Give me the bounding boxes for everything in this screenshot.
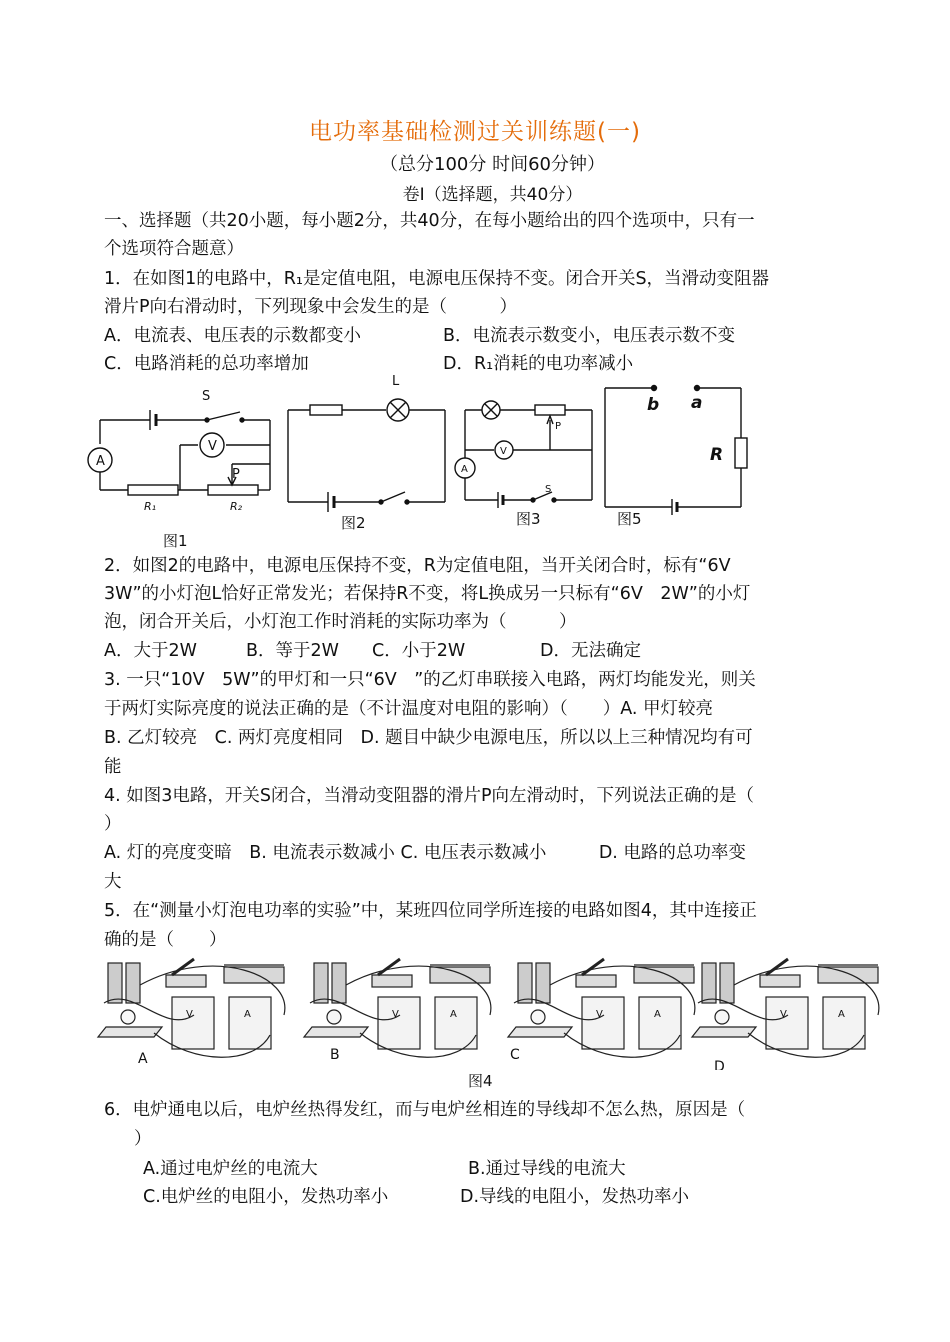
figure-5-circuit: [605, 386, 747, 516]
figure-3-circuit: [455, 401, 592, 508]
fig3-label-s: S: [545, 484, 552, 495]
figure-4-apparatus: [94, 955, 944, 1070]
volume-heading: 卷Ⅰ（选择题，共40分）: [402, 185, 583, 205]
fig2-label-l: L: [392, 374, 400, 389]
svg-text:A: A: [838, 1009, 845, 1020]
fig5-label-r: R: [710, 445, 724, 465]
fig3-label-v: V: [500, 446, 507, 457]
svg-text:V: V: [186, 1009, 193, 1020]
fig1-label-p: P: [232, 467, 240, 482]
fig1-label-s: S: [202, 389, 211, 404]
figure-2-circuit: [288, 399, 445, 512]
question-4-line3: A. 灯的亮度变暗 B. 电流表示数减小 C. 电压表示数减小 D. 电路的总功率变: [104, 843, 746, 863]
question-2-option-b: B．等于2W: [246, 641, 339, 661]
question-4-line4: 大: [104, 872, 122, 892]
question-6-line2: ）: [134, 1129, 152, 1149]
apparatus-b-label: B: [330, 1047, 340, 1063]
question-1-option-a: A．电流表、电压表的示数都变小: [104, 326, 361, 346]
question-2-option-d: D．无法确定: [540, 641, 641, 661]
fig1-label-a: A: [96, 454, 105, 469]
fig5-label-a: a: [691, 393, 703, 413]
figure-1-caption: 图1: [163, 532, 188, 550]
svg-text:V: V: [392, 1009, 399, 1020]
svg-text:A: A: [654, 1009, 661, 1020]
fig1-label-v: V: [208, 439, 217, 454]
fig3-label-a: A: [461, 464, 468, 475]
apparatus-a-label: A: [138, 1051, 148, 1067]
page-title: 电功率基础检测过关训练题(一): [309, 119, 641, 145]
question-5-line2: 确的是（ ）: [104, 930, 227, 950]
question-1-line1: 1．在如图1的电路中，R₁是定值电阻，电源电压保持不变。闭合开关S，当滑动变阻器: [104, 269, 770, 289]
question-6-option-a: A.通过电炉丝的电流大: [143, 1159, 318, 1179]
figure-5-caption: 图5: [617, 510, 642, 528]
question-6-line1: 6．电炉通电以后，电炉丝热得发红，而与电炉丝相连的导线却不怎么热，原因是（: [104, 1100, 746, 1120]
question-3-line2: 于两灯实际亮度的说法正确的是（不计温度对电阻的影响）（ ）A. 甲灯较亮: [104, 699, 714, 719]
figure-1-circuit: [88, 410, 270, 495]
question-4-line1: 4. 如图3电路，开关S闭合，当滑动变阻器的滑片P向左滑动时，下列说法正确的是（: [104, 786, 755, 806]
circuit-figures: [80, 372, 780, 552]
question-5-line1: 5．在“测量小灯泡电功率的实验”中，某班四位同学所连接的电路如图4，其中连接正: [104, 901, 757, 921]
question-1-option-c: C．电路消耗的总功率增加: [104, 354, 309, 374]
question-1-line2: 滑片P向右滑动时，下列现象中会发生的是（ ）: [104, 297, 518, 317]
fig3-label-p: P: [555, 421, 562, 432]
apparatus-d-label: D: [714, 1059, 725, 1070]
svg-text:A: A: [450, 1009, 457, 1020]
question-2-option-a: A．大于2W: [104, 641, 197, 661]
question-3-line1: 3. 一只“10V 5W”的甲灯和一只“6V ”的乙灯串联接入电路，两灯均能发光，则关: [104, 670, 756, 690]
fig5-label-b: b: [647, 395, 660, 415]
figure-4-caption: 图4: [468, 1072, 493, 1090]
page-subtitle: （总分100分 时间60分钟）: [380, 154, 605, 175]
fig1-label-r1: R₁: [144, 500, 157, 513]
question-3-line3: B. 乙灯较亮 C. 两灯亮度相同 D. 题目中缺少电源电压，所以以上三种情况均有可: [104, 728, 753, 748]
question-3-line4: 能: [104, 757, 122, 777]
figure-2-caption: 图2: [341, 514, 366, 532]
question-2-line2: 3W”的小灯泡L恰好正常发光；若保持R不变，将L换成另一只标有“6V 2W”的小灯: [104, 584, 751, 604]
question-2-option-c: C．小于2W: [372, 641, 466, 661]
svg-text:V: V: [596, 1009, 603, 1020]
question-1-option-b: B．电流表示数变小，电压表示数不变: [443, 326, 736, 346]
figure-3-caption: 图3: [516, 510, 541, 528]
question-4-line2: ）: [104, 814, 122, 834]
question-6-option-b: B.通过导线的电流大: [468, 1159, 626, 1179]
question-1-option-d: D．R₁消耗的电功率减小: [443, 354, 634, 374]
svg-text:V: V: [780, 1009, 787, 1020]
section-heading-line1: 一、选择题（共20小题，每小题2分，共40分，在每小题给出的四个选项中，只有一: [104, 211, 755, 231]
question-6-option-c: C.电炉丝的电阻小，发热功率小: [143, 1187, 389, 1207]
question-2-line3: 泡，闭合开关后，小灯泡工作时消耗的实际功率为（ ）: [104, 612, 577, 632]
question-2-line1: 2．如图2的电路中，电源电压保持不变，R为定值电阻，当开关闭合时，标有“6V: [104, 556, 731, 576]
section-heading-line2: 个选项符合题意）: [104, 239, 244, 259]
fig1-label-r2: R₂: [230, 500, 243, 513]
svg-text:A: A: [244, 1009, 251, 1020]
question-6-option-d: D.导线的电阻小，发热功率小: [460, 1187, 690, 1207]
apparatus-c-label: C: [510, 1047, 520, 1063]
